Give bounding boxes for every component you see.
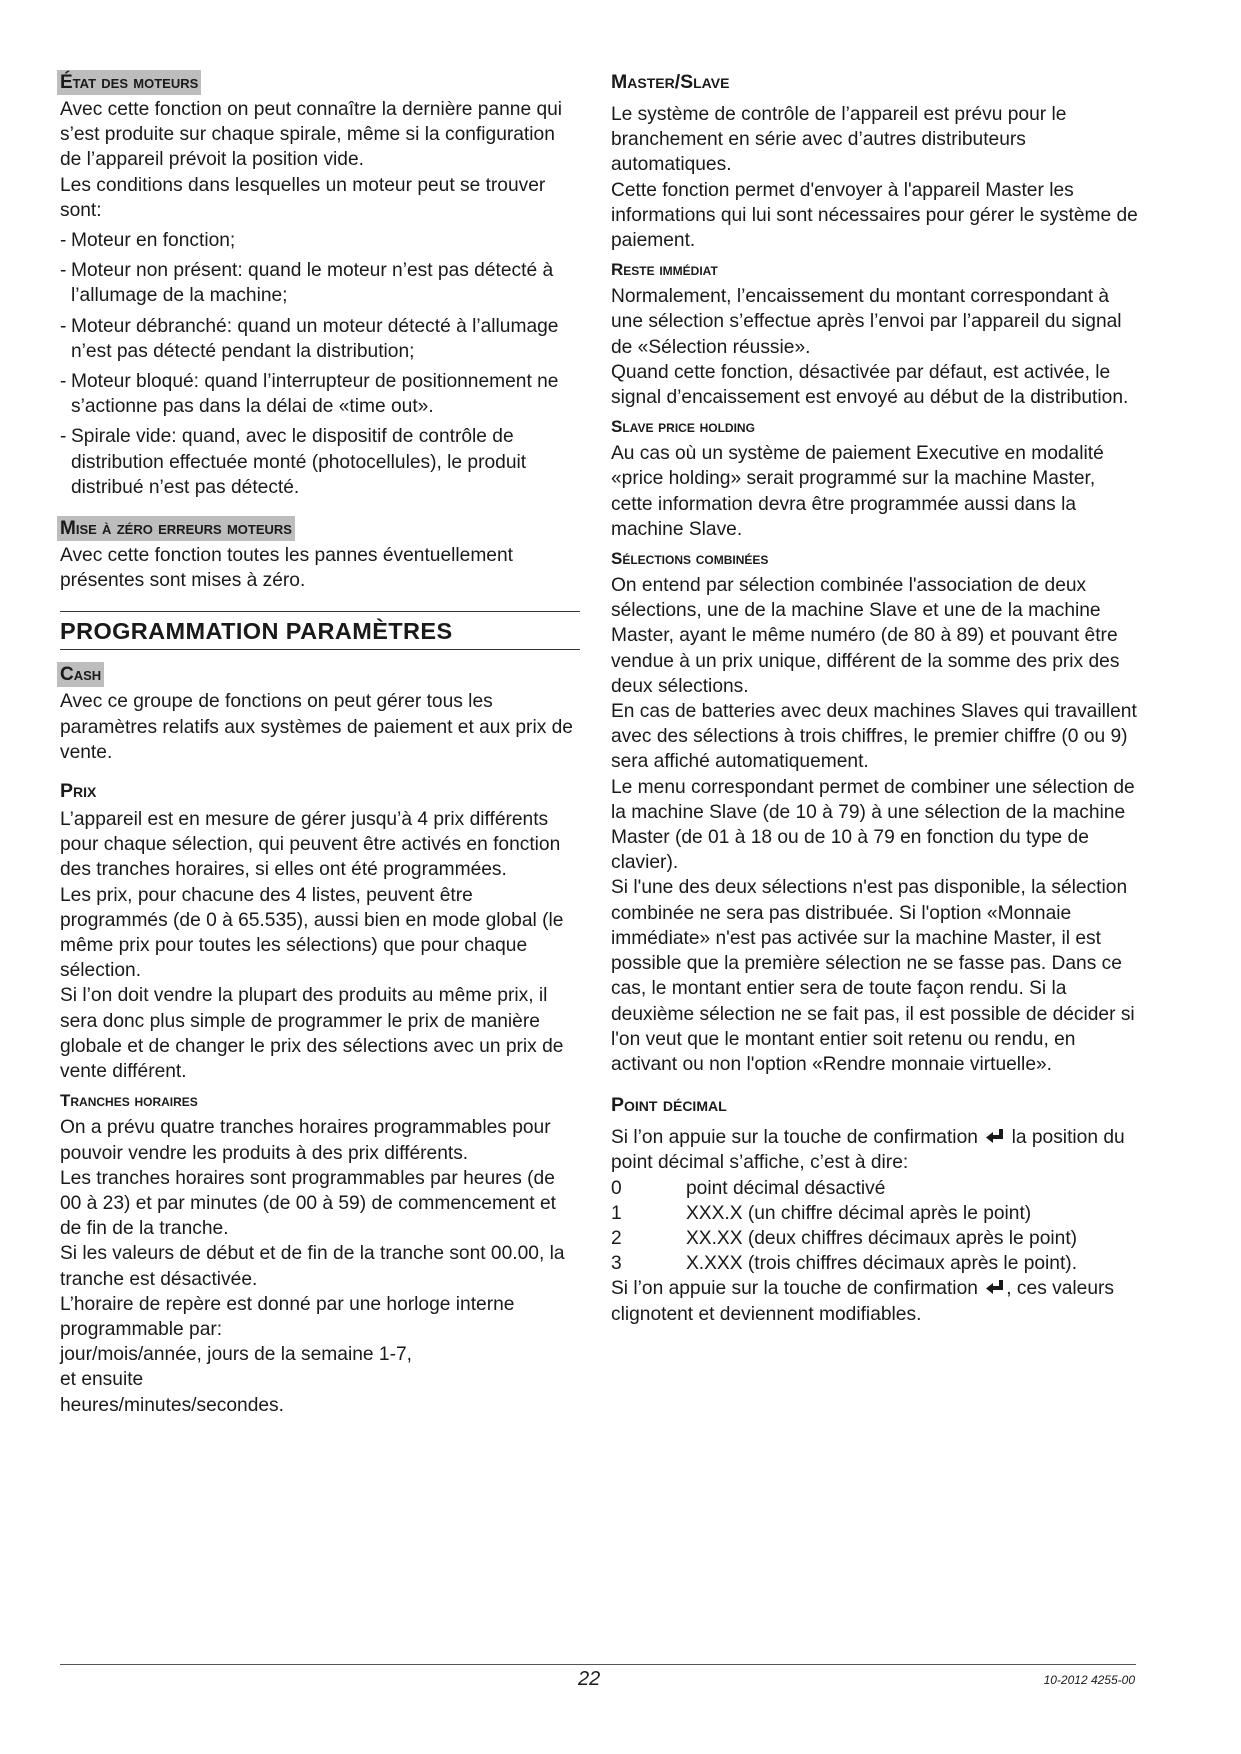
bullet-dash: - [60, 230, 67, 252]
heading-cash: Cash [57, 662, 104, 687]
tranches-paragraph-7: heures/minutes/secondes. [60, 1394, 284, 1416]
decimal-row-key: 3 [611, 1253, 622, 1275]
heading-mise-a-zero: Mise à zéro erreurs moteurs [57, 516, 295, 541]
enter-key-icon [985, 1128, 1004, 1145]
section-title: PROGRAMMATION PARAMÈTRES [60, 611, 580, 650]
decimal-row-desc: point décimal désactivé [686, 1177, 886, 1199]
point-text-1a: Si l’on appuie sur la touche de confirmation [611, 1127, 978, 1149]
decimal-row [611, 1176, 1141, 1201]
bullet-dash: - [60, 260, 67, 282]
prix-paragraph-3: Si l’on doit vendre la plupart des produits au même prix, il sera donc plus simple de programmer le prix de manière globale et de changer le prix des sélections avec un prix de vente différent. [60, 985, 564, 1083]
tranches-paragraph-5: jour/mois/année, jours de la semaine 1-7, [60, 1344, 412, 1366]
left-column [60, 62, 580, 1418]
comb-paragraph-3: Le menu correspondant permet de combiner une sélection de la machine Slave (de 10 à 79) à une sélection de la machine Master (de 01 à 18 ou de 10 à 79 en fonction du type de clavier). [611, 776, 1135, 874]
enter-key-icon [985, 1279, 1004, 1296]
heading-prix: Prix [60, 780, 97, 803]
decimal-row [611, 1226, 1141, 1251]
right-column [611, 62, 1141, 1327]
decimal-row-desc: XX.XX (deux chiffres décimaux après le point) [686, 1227, 1078, 1249]
tranches-paragraph-6: et ensuite [60, 1369, 144, 1391]
decimal-row-desc: X.XXX (trois chiffres décimaux après le point). [686, 1253, 1078, 1275]
decimal-row-key: 2 [611, 1227, 622, 1249]
bullet-dash: - [60, 371, 67, 393]
decimal-row [611, 1251, 1141, 1276]
bullet-dash: - [60, 426, 67, 448]
heading-reste-immediat: Reste immédiat [611, 260, 718, 280]
heading-master-slave: Master/Slave [611, 71, 730, 93]
reste-paragraph-1: Normalement, l’encaissement du montant correspondant à une sélection s’effectue après l’envoi par l’appareil du signal de «Sélection réussie». [611, 286, 1122, 358]
cash-paragraph: Avec ce groupe de fonctions on peut gérer tous les paramètres relatifs aux systèmes de paiement et aux prix de vente. [60, 691, 573, 763]
mise-paragraph: Avec cette fonction toutes les pannes éventuellement présentes sont mises à zéro. [60, 545, 513, 592]
heading-etat-des-moteurs: État des moteurs [57, 70, 201, 95]
comb-paragraph-2: En cas de batteries avec deux machines Slaves qui travaillent avec des sélections à trois chiffres, le premier chiffre (0 ou 9) sera affiché automatiquement. [611, 701, 1137, 773]
point-text-2a: Si l’on appuie sur la touche de confirmation [611, 1278, 978, 1300]
etat-paragraph-1: Avec cette fonction on peut connaître la dernière panne qui s’est produite sur chaque spirale, même si la configuration de l’appareil prévoit la position vide. [60, 99, 563, 171]
heading-tranches-horaires: Tranches horaires [60, 1091, 198, 1111]
heading-selections-combinees: Sélections combinées [611, 549, 769, 569]
tranches-paragraph-1: On a prévu quatre tranches horaires programmables pour pouvoir vendre les produits à des prix différents. [60, 1117, 551, 1164]
prix-paragraph-2: Les prix, pour chacune des 4 listes, peuvent être programmés (de 0 à 65.535), aussi bien en mode global (le même prix pour toutes les sélections) que pour chaque sélection. [60, 884, 564, 982]
etat-paragraph-2: Les conditions dans lesquelles un moteur peut se trouver sont: [60, 174, 546, 221]
bullet-text: Moteur non présent: quand le moteur n’est pas détecté à l’allumage de la machine; [71, 260, 554, 307]
document-code: 10-2012 4255-00 [1043, 1673, 1135, 1687]
decimal-row-key: 0 [611, 1177, 622, 1199]
tranches-paragraph-3: Si les valeurs de début et de fin de la tranche sont 00.00, la tranche est désactivée. [60, 1243, 565, 1290]
bullet-item [60, 258, 580, 308]
reste-paragraph-2: Quand cette fonction, désactivée par défaut, est activée, le signal d’encaissement est envoyé au début de la distribution. [611, 361, 1129, 409]
tranches-paragraph-2: Les tranches horaires sont programmables par heures (de 00 à 23) et par minutes (de 00 à 59) de commencement et de fin de la tranche. [60, 1167, 556, 1240]
heading-slave-price-holding: Slave price holding [611, 417, 755, 437]
comb-paragraph-4: Si l'une des deux sélections n'est pas disponible, la sélection combinée ne sera pas distribuée. Si l'option «Monnaie immédiate» n'est pas activée sur la machine Master, il est possible que la première sélection ne se fasse pas. Dans ce cas, le montant entier sera de toute façon rendu. Si la deuxième sélection ne se fait pas, il est possible de décider si l'on veut que le montant entier soit retenu ou rendu, en activant ou non l'option «Rendre monnaie virtuelle». [611, 877, 1135, 1075]
footer-divider [60, 1664, 1136, 1665]
page-number: 22 [578, 1668, 601, 1690]
bullet-text: Spirale vide: quand, avec le dispositif de contrôle de distribution effectuée monté (photocellules), le produit distribué n’est pas détecté. [71, 426, 527, 498]
heading-point-decimal: Point décimal [611, 1094, 727, 1117]
prix-paragraph-1: L’appareil est en mesure de gérer jusqu’à 4 prix différents pour chaque sélection, qui peuvent être activés en fonction des tranches horaires, si elles ont été programmées. [60, 809, 561, 881]
decimal-row-desc: XXX.X (un chiffre décimal après le point) [686, 1202, 1032, 1224]
decimal-row-key: 1 [611, 1202, 622, 1224]
point-text-1b: la position du point décimal s’affiche, c’est à dire: [611, 1127, 1125, 1174]
bullet-text: Moteur débranché: quand un moteur détecté à l’allumage n’est pas détecté pendant la distribution; [71, 315, 559, 362]
ms-paragraph-1: Le système de contrôle de l’appareil est prévu pour le branchement en série avec d’autres distributeurs automatiques. [611, 104, 1067, 176]
bullet-text: Moteur bloqué: quand l’interrupteur de positionnement ne s’actionne pas dans la délai de «time out». [71, 371, 559, 418]
bullet-item [60, 369, 580, 419]
bullet-item [60, 424, 580, 500]
slave-paragraph: Au cas où un système de paiement Executive en modalité «price holding» serait programmé sur la machine Master, cette information devra être programmée aussi dans la machine Slave. [611, 443, 1104, 540]
comb-paragraph-1: On entend par sélection combinée l'association de deux sélections, une de la machine Slave et une de la machine Master, ayant le même numéro (de 80 à 89) et pouvant être vendue à un prix unique, différent de la somme des prix des deux sélections. [611, 575, 1120, 697]
tranches-paragraph-4: L’horaire de repère est donné par une horloge interne programmable par: [60, 1293, 515, 1340]
bullet-dash: - [60, 315, 67, 337]
point-paragraph-1 [611, 1125, 1141, 1175]
point-paragraph-2 [611, 1276, 1141, 1326]
point-text-2b: , ces valeurs clignotent et deviennent modifiables. [611, 1278, 1114, 1325]
decimal-row [611, 1201, 1141, 1226]
ms-paragraph-2: Cette fonction permet d'envoyer à l'appareil Master les informations qui lui sont nécessaires pour gérer le système de paiement. [611, 179, 1138, 252]
bullet-item [60, 314, 580, 364]
bullet-text: Moteur en fonction; [71, 230, 236, 252]
bullet-item [60, 228, 580, 253]
